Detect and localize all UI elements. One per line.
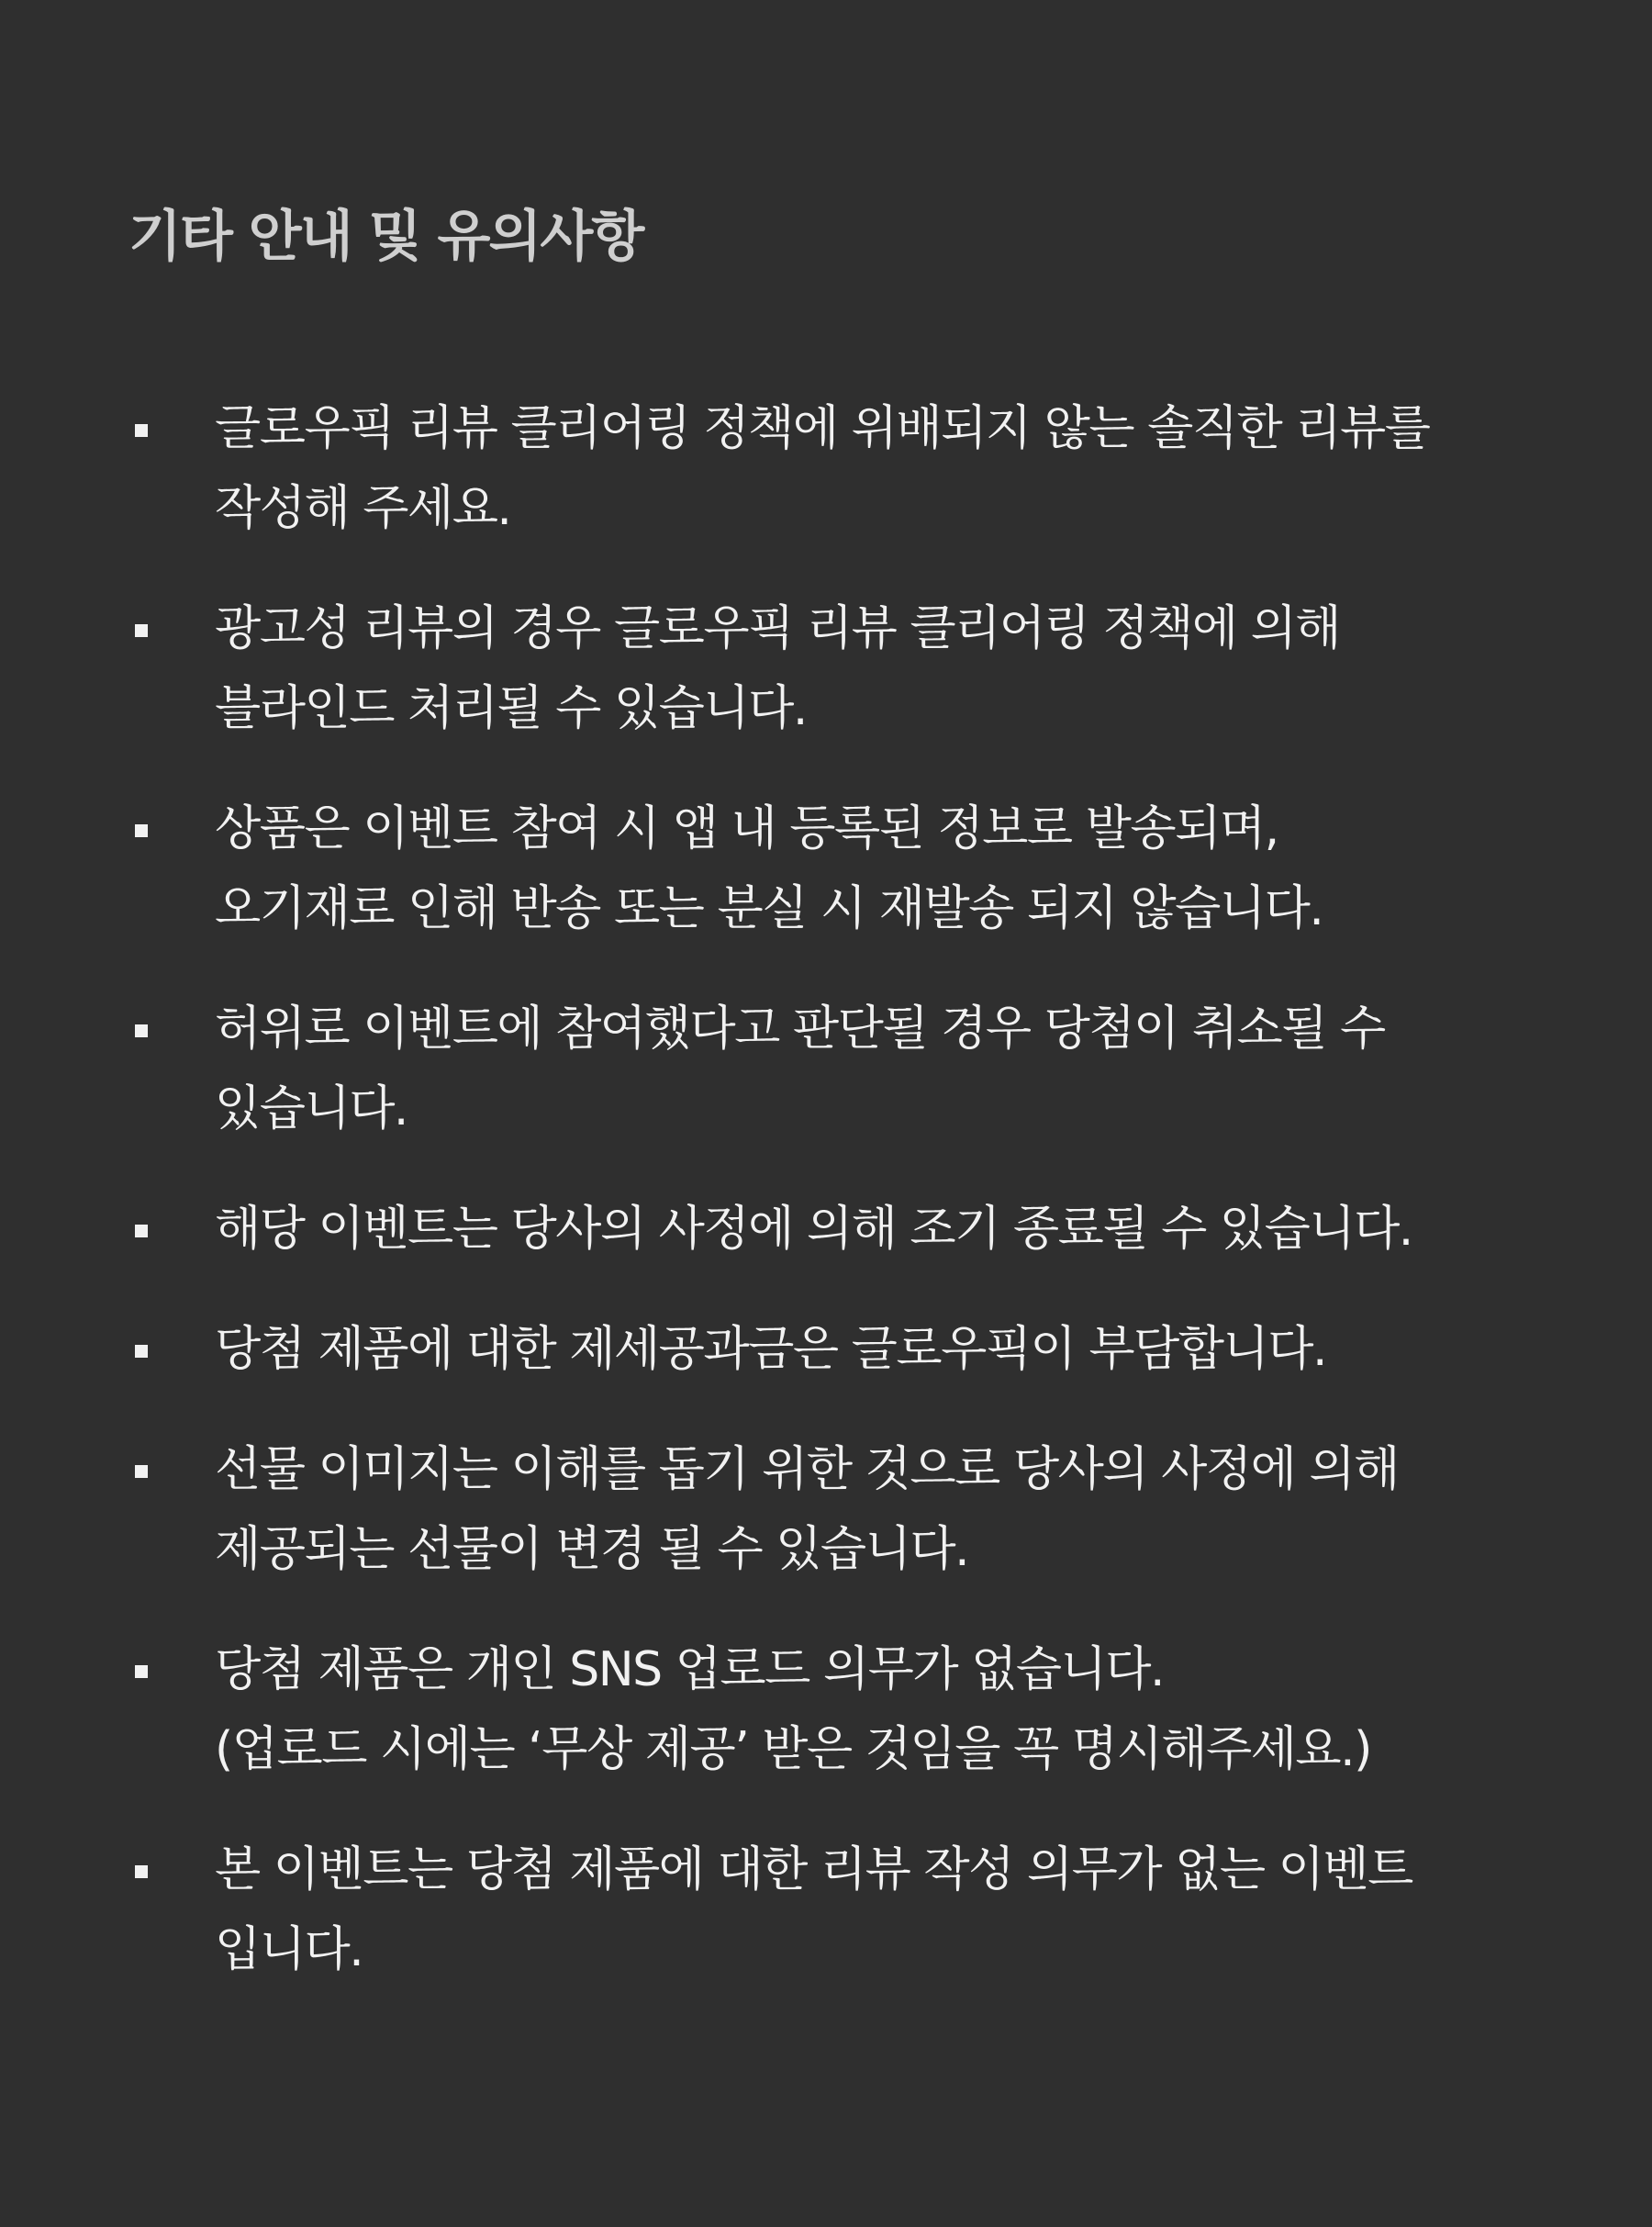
square-bullet-icon — [135, 1024, 148, 1037]
notice-text-line: (업로드 시에는 ‘무상 제공’ 받은 것임을 꼭 명시해주세요.) — [215, 1722, 1371, 1777]
list-item — [128, 1190, 1542, 1270]
notice-text-line: 광고성 리뷰의 경우 글로우픽 리뷰 클리어링 정책에 의해 — [215, 601, 1341, 656]
square-bullet-icon — [135, 1225, 148, 1237]
square-bullet-icon — [135, 1665, 148, 1678]
notice-text-line: 글로우픽 리뷰 클리어링 정책에 위배되지 않는 솔직한 리뷰를 — [215, 401, 1430, 456]
notice-text-line: 작성해 주세요. — [215, 481, 511, 536]
notice-text-line: 상품은 이벤트 참여 시 앱 내 등록된 정보로 발송되며, — [215, 801, 1278, 856]
list-item — [128, 1830, 1542, 1990]
square-bullet-icon — [135, 1345, 148, 1358]
notice-text-line: 선물 이미지는 이해를 돕기 위한 것으로 당사의 사정에 의해 — [215, 1442, 1399, 1497]
square-bullet-icon — [135, 1465, 148, 1478]
list-item — [128, 789, 1542, 949]
notice-text-line: 입니다. — [215, 1922, 363, 1977]
list-item — [128, 389, 1542, 549]
notice-list — [128, 389, 1542, 2031]
square-bullet-icon — [135, 424, 148, 437]
notice-text-line: 해당 이벤트는 당사의 사정에 의해 조기 종료될 수 있습니다. — [215, 1202, 1412, 1257]
list-item — [128, 1430, 1542, 1590]
list-item — [128, 1310, 1542, 1390]
notice-text-line: 블라인드 처리될 수 있습니다. — [215, 681, 807, 736]
notice-text-line: 오기재로 인해 반송 또는 분실 시 재발송 되지 않습니다. — [215, 881, 1323, 936]
notice-text-line: 본 이벤트는 당첨 제품에 대한 리뷰 작성 의무가 없는 이벤트 — [215, 1842, 1412, 1897]
list-item — [128, 990, 1542, 1149]
list-item — [128, 589, 1542, 749]
notice-text-line: 당첨 제품은 개인 SNS 업로드 의무가 없습니다. — [215, 1642, 1165, 1697]
notice-text-line: 당첨 제품에 대한 제세공과금은 글로우픽이 부담합니다. — [215, 1322, 1327, 1377]
square-bullet-icon — [135, 624, 148, 637]
page-title: 기타 안내 및 유의사항 — [128, 205, 643, 269]
notice-text-line: 있습니다. — [215, 1081, 407, 1136]
list-item — [128, 1630, 1542, 1790]
square-bullet-icon — [135, 1865, 148, 1878]
square-bullet-icon — [135, 824, 148, 837]
notice-text-line: 허위로 이벤트에 참여했다고 판단될 경우 당첨이 취소될 수 — [215, 1002, 1385, 1057]
notice-text-line: 제공되는 선물이 변경 될 수 있습니다. — [215, 1522, 969, 1577]
